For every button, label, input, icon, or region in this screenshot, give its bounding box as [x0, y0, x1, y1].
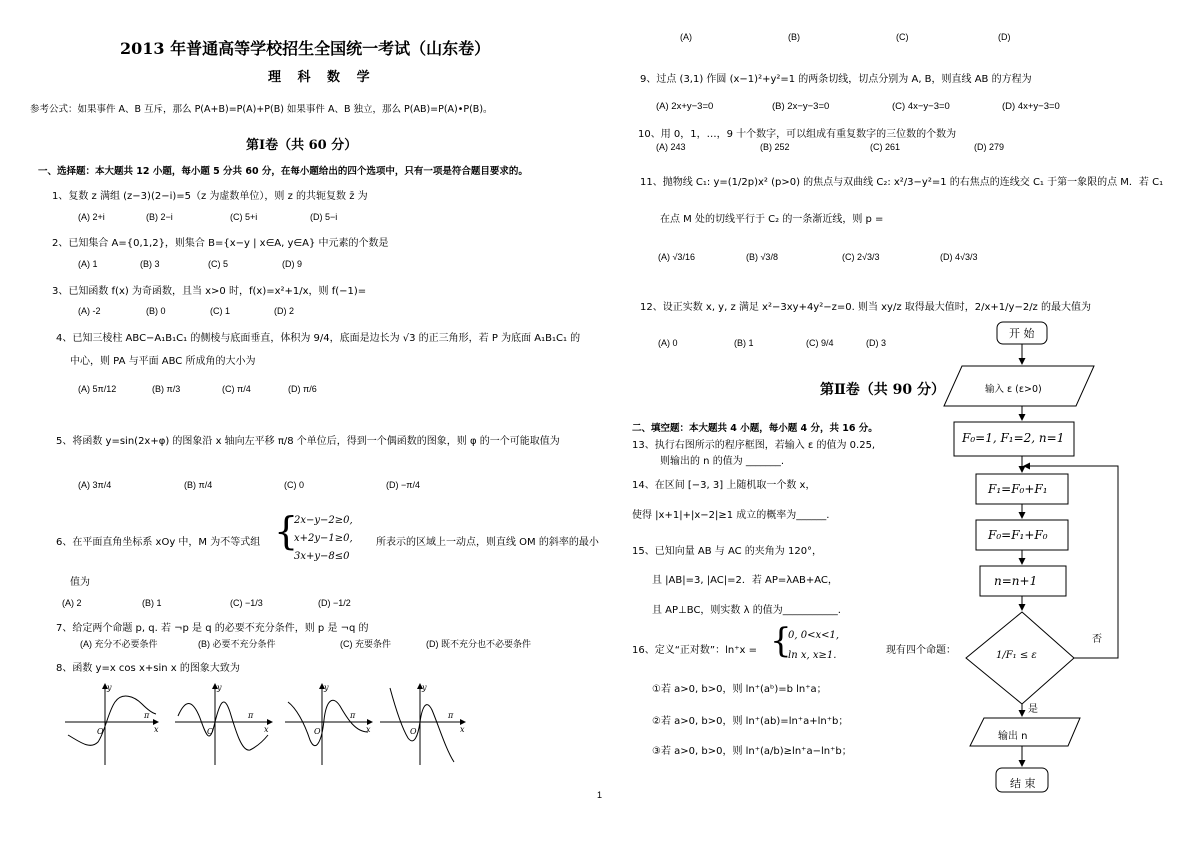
q16-stem-b: 现有四个命题： — [886, 645, 956, 656]
svg-text:π: π — [248, 711, 254, 720]
q10-option-b: (B) 252 — [760, 142, 790, 152]
q7-option-b: (B) 必要不充分条件 — [198, 639, 276, 649]
q10-stem: 10、用 0，1，…，9 十个数字，可以组成有重复数字的三位数的个数为 — [638, 129, 957, 140]
q14-line1: 14、在区间 [−3, 3] 上随机取一个数 x， — [632, 480, 816, 491]
part2-heading: 第Ⅱ卷（共 90 分） — [820, 382, 946, 398]
q8-stem: 8、函数 y=x cos x+sin x 的图象大致为 — [56, 663, 240, 674]
page-number: 1 — [597, 790, 603, 800]
q11-option-b: (B) √3/8 — [746, 252, 778, 262]
q6-ineq-3: 3x+y−8≤0 — [294, 551, 350, 562]
svg-text:x: x — [366, 725, 371, 734]
fill-instruction: 二、填空题：本大题共 4 小题，每小题 4 分，共 16 分。 — [632, 423, 878, 434]
svg-text:O: O — [207, 727, 214, 736]
q12-option-d: (D) 3 — [866, 338, 886, 348]
flow-init-label: F₀=1, F₁=2, n=1 — [962, 431, 1065, 445]
formula-note: 参考公式：如果事件 A、B 互斥，那么 P(A+B)=P(A)+P(B) 如果事件 A、B 独立，那么 P(AB)=P(A)•P(B)。 — [30, 104, 493, 115]
q13-line1: 13、执行右图所示的程序框图，若输入 ε 的值为 0.25, — [632, 440, 876, 451]
q16-case-1: 0, 0<x<1, — [788, 630, 840, 641]
q9-option-d: (D) 4x+y−3=0 — [1002, 101, 1060, 112]
q4-option-a: (A) 5π/12 — [78, 384, 117, 394]
q2-option-c: (C) 5 — [208, 259, 228, 269]
q4-option-c: (C) π/4 — [222, 384, 251, 394]
q16-stem: 16、定义“正对数”：ln⁺x = — [632, 645, 757, 656]
page-title: 2013 年普通高等学校招生全国统一考试（山东卷） — [120, 39, 491, 58]
part1-heading: 第Ⅰ卷（共 60 分） — [246, 138, 358, 153]
svg-text:y: y — [217, 683, 222, 692]
q6-stem: 6、在平面直角坐标系 xOy 中，M 为不等式组 — [56, 537, 261, 548]
q3-option-b: (B) 0 — [146, 306, 166, 316]
q7-option-c: (C) 充要条件 — [340, 639, 391, 649]
q3-stem: 3、已知函数 f(x) 为奇函数，且当 x>0 时，f(x)=x²+1/x，则 f(−1)= — [52, 286, 367, 297]
q9-option-b: (B) 2x−y−3=0 — [772, 101, 830, 112]
q1-option-a: (A) 2+i — [78, 212, 105, 222]
svg-text:O: O — [97, 727, 104, 736]
q8-graph-d — [380, 683, 465, 765]
q1-option-b: (B) 2−i — [146, 212, 173, 222]
q1-stem: 1、复数 z 满组 (z−3)(2−i)=5（z 为虚数单位），则 z 的共轭复数 z̄ 为 — [52, 191, 368, 202]
q8-graphs — [60, 680, 480, 770]
flow-step-3-label: n=n+1 — [994, 574, 1038, 588]
svg-text:x: x — [154, 725, 159, 734]
q9-option-a: (A) 2x+y−3=0 — [656, 101, 714, 112]
q16-prop-3: ③若 a>0, b>0，则 ln⁺(a/b)≥ln⁺a−ln⁺b； — [652, 746, 852, 757]
q11-stem: 11、抛物线 C₁: y=(1/2p)x² (p>0) 的焦点与双曲线 C₂: x²/3−y²=1 的右焦点的连线交 C₁ 于第一象限的点 M．若 C₁ — [640, 177, 1164, 188]
q7-option-d: (D) 既不充分也不必要条件 — [426, 639, 531, 649]
flow-output-label: 输出 n — [998, 731, 1028, 742]
flow-yes-label: 是 — [1028, 704, 1038, 715]
q8-label-d: (D) — [998, 32, 1011, 42]
q4-option-d: (D) π/6 — [288, 384, 317, 394]
q6-option-d: (D) −1/2 — [318, 598, 351, 608]
q5-option-a: (A) 3π/4 — [78, 480, 112, 490]
q8-graph-a — [65, 683, 159, 765]
q6-brace: { — [274, 509, 299, 553]
q2-option-d: (D) 9 — [282, 259, 302, 269]
q8-label-b: (B) — [788, 32, 800, 42]
q6-stem-2: 值为 — [70, 577, 90, 588]
q12-option-b: (B) 1 — [734, 338, 754, 348]
part1-instruction: 一、选择题：本大题共 12 小题，每小题 5 分共 60 分，在每小题给出的四个选项中，只有一项是符合题目要求的。 — [38, 166, 528, 177]
flow-no-label: 否 — [1092, 634, 1102, 645]
q16-brace: { — [770, 621, 792, 661]
q6-ineq-1: 2x−y−2≥0, — [294, 515, 353, 526]
svg-text:x: x — [264, 725, 269, 734]
flow-start-label: 开 始 — [1009, 327, 1035, 340]
q11-option-a: (A) √3/16 — [658, 252, 695, 262]
q11-option-d: (D) 4√3/3 — [940, 252, 978, 262]
q11-stem-2: 在点 M 处的切线平行于 C₂ 的一条渐近线，则 p = — [660, 214, 884, 225]
flow-end-label: 结 束 — [1010, 777, 1036, 790]
q15-line3: 且 AP⊥BC，则实数 λ 的值为___________. — [652, 605, 841, 616]
svg-text:y: y — [107, 683, 112, 692]
q1-option-c: (C) 5+i — [230, 212, 258, 222]
q10-option-a: (A) 243 — [656, 142, 686, 152]
q4-stem: 4、已知三棱柱 ABC−A₁B₁C₁ 的侧棱与底面垂直，体积为 9/4，底面是边长为 √3 的正三角形，若 P 为底面 A₁B₁C₁ 的 — [56, 333, 581, 344]
q8-label-a: (A) — [680, 32, 692, 42]
q5-stem: 5、将函数 y=sin(2x+φ) 的图象沿 x 轴向左平移 π/8 个单位后，得到一个偶函数的图象，则 φ 的一个可能取值为 — [56, 436, 560, 447]
flow-decision-label: 1/F₁ ≤ ε — [996, 650, 1037, 661]
q6-option-a: (A) 2 — [62, 598, 82, 608]
q12-option-a: (A) 0 — [658, 338, 678, 348]
svg-text:x: x — [460, 725, 465, 734]
q16-prop-1: ①若 a>0, b>0，则 ln⁺(aᵇ)=b ln⁺a； — [652, 684, 827, 695]
flow-step-1-label: F₁=F₀+F₁ — [988, 482, 1048, 496]
q10-option-d: (D) 279 — [974, 142, 1005, 152]
q1-option-d: (D) 5−i — [310, 212, 338, 222]
q4-stem-2: 中心，则 PA 与平面 ABC 所成角的大小为 — [70, 356, 256, 367]
q11-option-c: (C) 2√3/3 — [842, 252, 880, 262]
svg-text:y: y — [422, 683, 427, 692]
q14-line2: 使得 |x+1|+|x−2|≥1 成立的概率为______. — [632, 510, 830, 521]
svg-text:y: y — [324, 683, 329, 692]
q12-stem: 12、设正实数 x, y, z 满足 x²−3xy+4y²−z=0. 则当 xy/z 取得最大值时，2/x+1/y−2/z 的最大值为 — [640, 302, 1091, 313]
q10-option-c: (C) 261 — [870, 142, 901, 152]
q4-option-b: (B) π/3 — [152, 384, 181, 394]
q6-option-b: (B) 1 — [142, 598, 162, 608]
q6-option-c: (C) −1/3 — [230, 598, 263, 608]
svg-text:O: O — [314, 727, 321, 736]
svg-text:π: π — [350, 711, 356, 720]
svg-text:π: π — [144, 711, 150, 720]
q3-option-d: (D) 2 — [274, 306, 294, 316]
q2-option-a: (A) 1 — [78, 259, 98, 269]
flowchart — [940, 320, 1180, 800]
q6-ineq-2: x+2y−1≥0, — [294, 533, 353, 544]
q3-option-c: (C) 1 — [210, 306, 230, 316]
q7-stem: 7、给定两个命题 p, q. 若 ¬p 是 q 的必要不充分条件，则 p 是 ¬q 的 — [56, 623, 369, 634]
q8-label-c: (C) — [896, 32, 909, 42]
q16-prop-2: ②若 a>0, b>0，则 ln⁺(ab)=ln⁺a+ln⁺b； — [652, 716, 849, 727]
q8-graph-b — [175, 683, 272, 765]
flow-step-2-label: F₀=F₁+F₀ — [988, 528, 1048, 542]
svg-text:O: O — [410, 727, 417, 736]
q13-line2: 则输出的 n 的值为 _______. — [660, 456, 785, 467]
q9-option-c: (C) 4x−y−3=0 — [892, 101, 950, 112]
q2-option-b: (B) 3 — [140, 259, 160, 269]
q9-stem: 9、过点 (3,1) 作圆 (x−1)²+y²=1 的两条切线，切点分别为 A, B，则直线 AB 的方程为 — [640, 74, 1032, 85]
flow-input-label: 输入 ε (ε>0) — [985, 384, 1042, 395]
q5-option-c: (C) 0 — [284, 480, 304, 490]
q7-option-a: (A) 充分不必要条件 — [80, 639, 158, 649]
q3-option-a: (A) -2 — [78, 306, 101, 316]
q15-line2: 且 |AB|=3, |AC|=2．若 AP=λAB+AC， — [652, 575, 838, 586]
q15-line1: 15、已知向量 AB 与 AC 的夹角为 120°， — [632, 546, 823, 557]
q12-option-c: (C) 9/4 — [806, 338, 834, 348]
q5-option-d: (D) −π/4 — [386, 480, 420, 490]
q2-stem: 2、已知集合 A={0,1,2}，则集合 B={x−y | x∈A, y∈A} 中元素的个数是 — [52, 238, 389, 249]
q16-case-2: ln x, x≥1. — [788, 650, 837, 661]
q6-stem-b: 所表示的区域上一动点，则直线 OM 的斜率的最小 — [376, 537, 599, 548]
page-subtitle: 理 科 数 学 — [268, 70, 376, 85]
q8-graph-c — [285, 683, 372, 765]
q5-option-b: (B) π/4 — [184, 480, 213, 490]
svg-text:π: π — [448, 711, 454, 720]
